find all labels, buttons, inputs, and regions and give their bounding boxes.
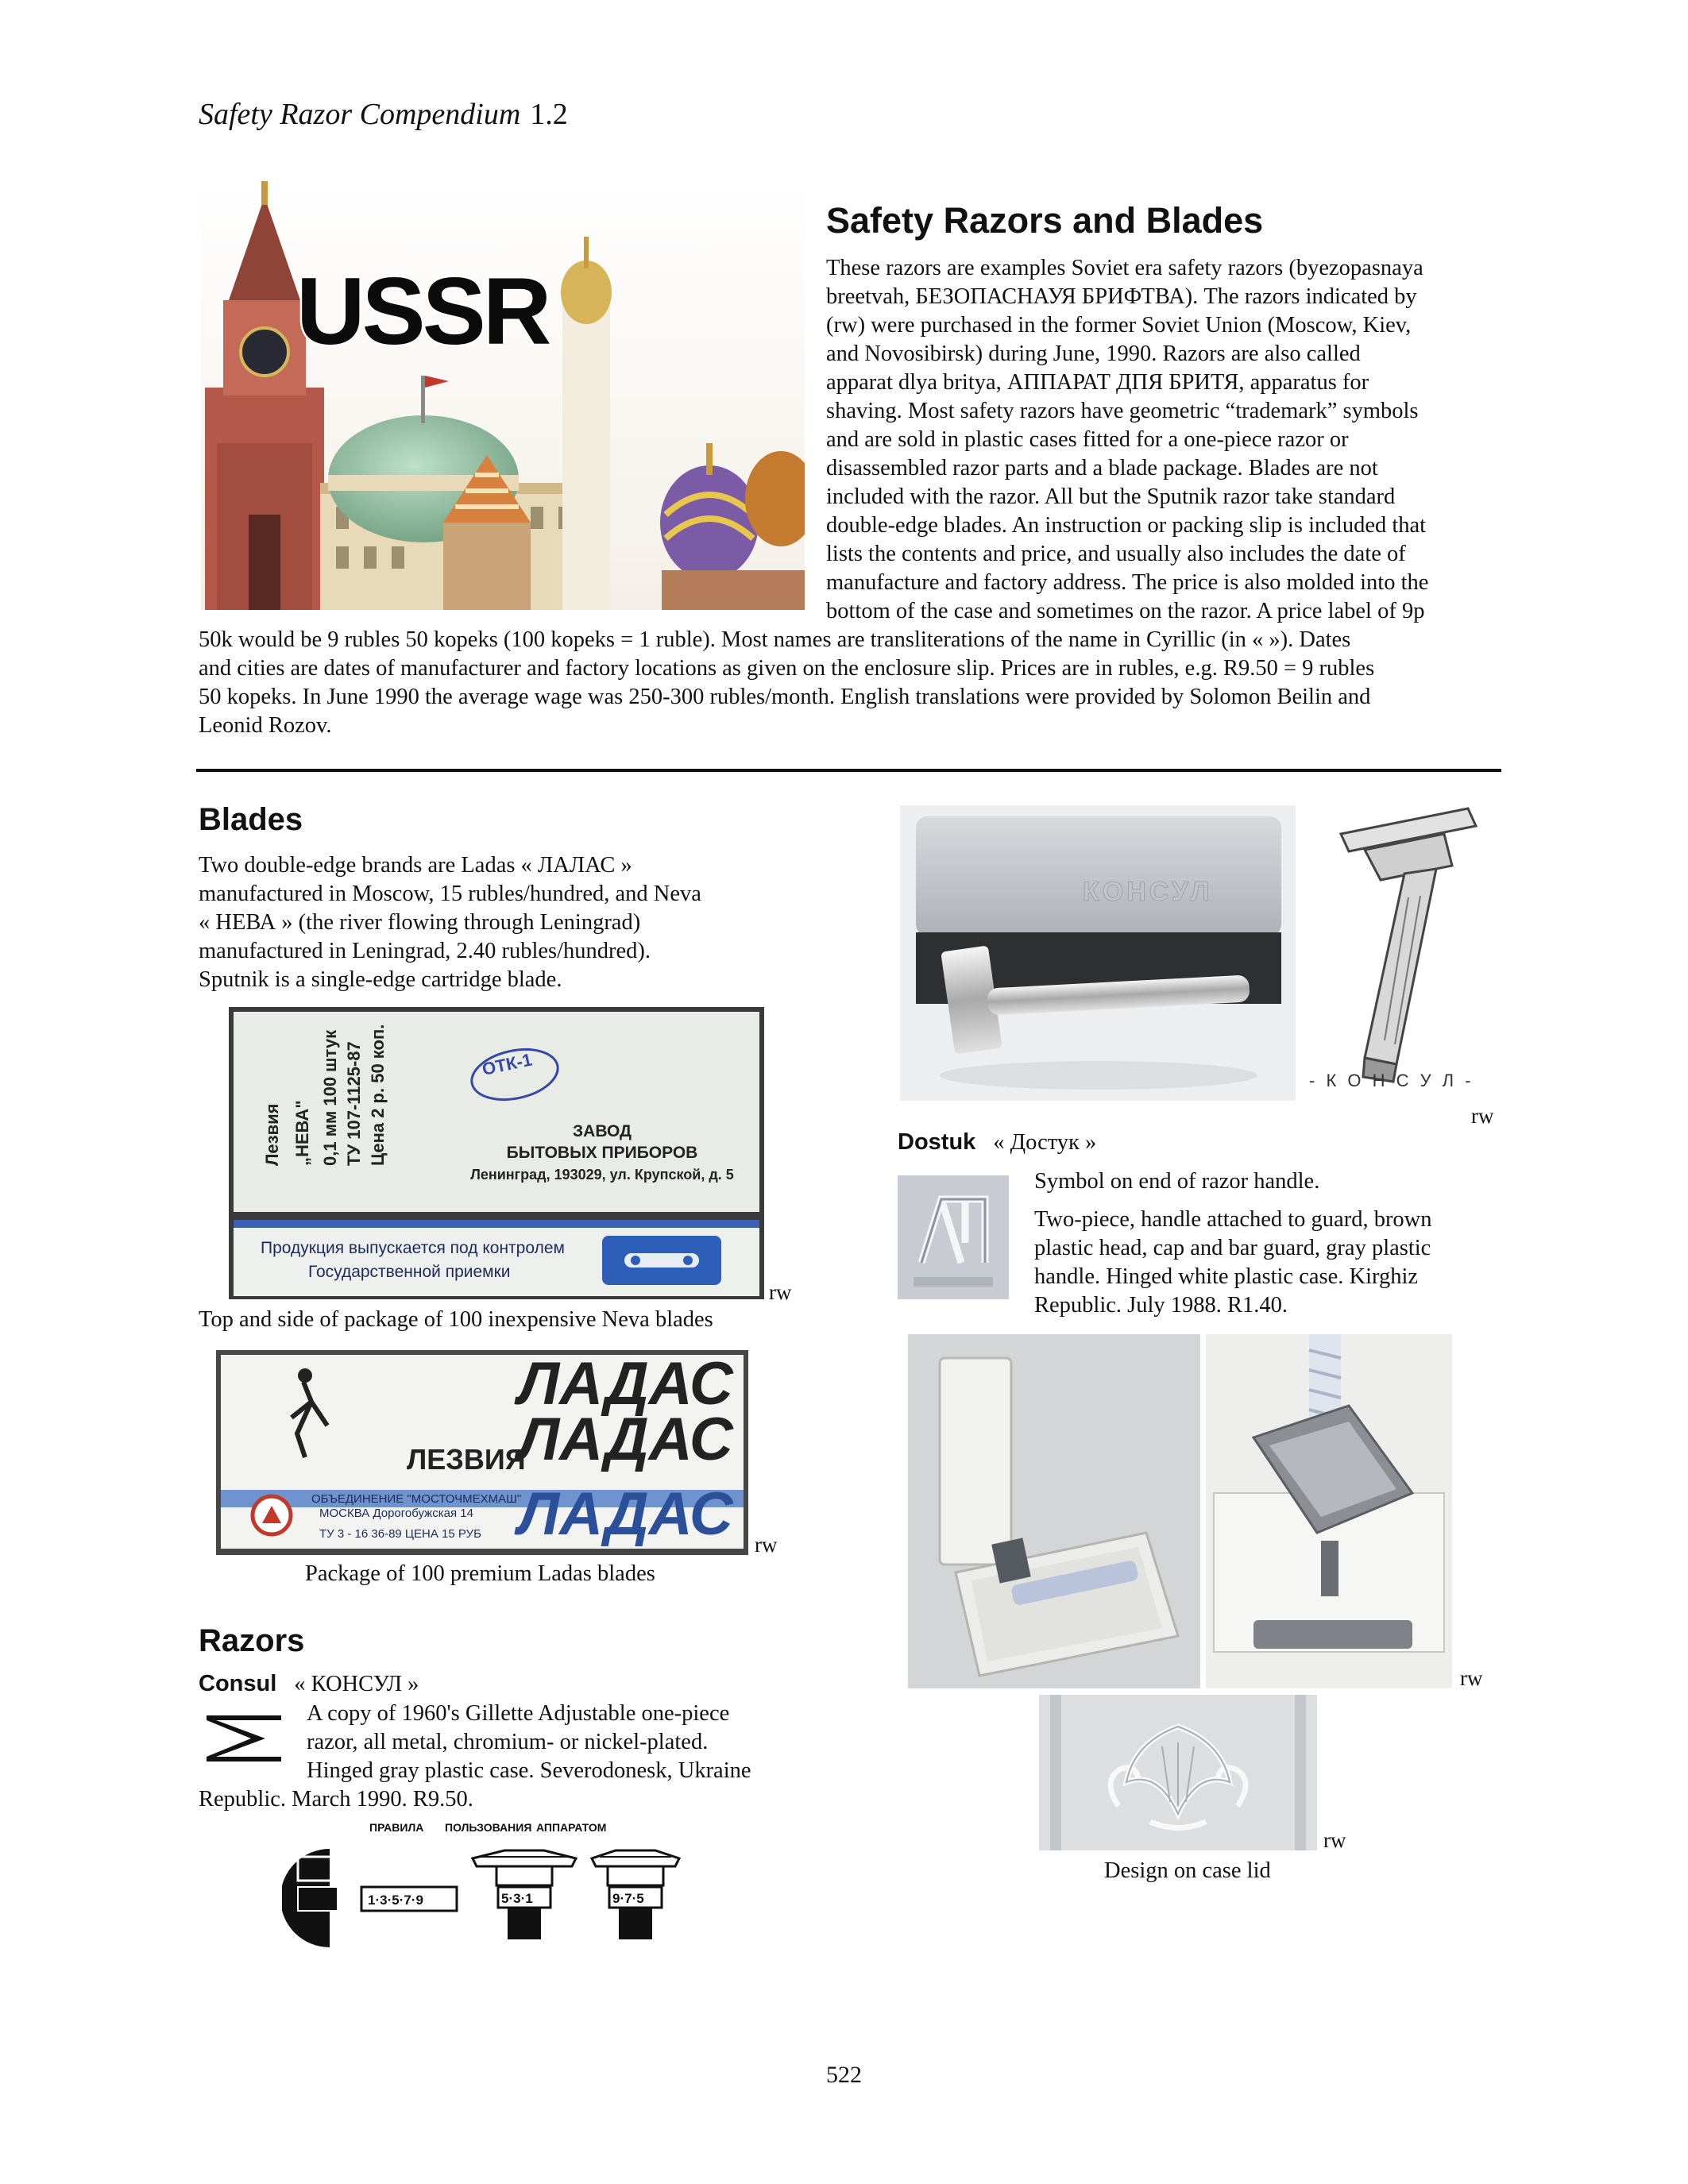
dostuk-symbol-photo — [898, 1175, 1009, 1299]
rw-mark: rw — [1460, 1666, 1483, 1690]
blades-line: manufactured in Leningrad, 2.40 rubles/hundred). — [199, 939, 651, 963]
intro-line: disassembled razor parts and a blade package. Blades are not — [826, 456, 1378, 480]
ladas-caption: Package of 100 premium Ladas blades — [305, 1561, 655, 1586]
ladas-spec: ТУ 3 - 16 36-89 ЦЕНА 15 РУБ — [319, 1527, 481, 1541]
dostuk-subheading — [898, 1129, 1096, 1156]
consul-instruction-diagram — [282, 1819, 695, 1954]
blades-line: « НЕВА » (the river flowing through Leningrad) — [199, 910, 641, 935]
ladas-brand: ЛАДАС — [518, 1406, 733, 1473]
consul-case-label: КОНСУЛ — [1083, 877, 1213, 907]
ladas-maker-line: ОБЪЕДИНЕНИЕ "МОСТОЧМЕХМАШ" — [311, 1492, 522, 1506]
consul-line: Republic. March 1990. R9.50. — [199, 1787, 473, 1812]
neva-stamp: ОТК-1 — [480, 1049, 535, 1080]
intro-line: breetvah, БЕЗОПАСНАУЯ БРИФТВА). The razors indicated by — [826, 284, 1417, 309]
neva-factory-line: Ленинград, 193029, ул. Крупской, д. 5 — [470, 1167, 734, 1183]
blades-line: Two double-edge brands are Ladas « ЛАЛАС » — [199, 853, 632, 878]
dostuk-cyrillic: « Достук » — [993, 1130, 1097, 1155]
intro-line: and are sold in plastic cases fitted for a one-piece razor or — [826, 427, 1349, 452]
dostuk-line: Two-piece, handle attached to guard, brown — [1034, 1207, 1432, 1232]
consul-razor-case-photo — [900, 805, 1296, 1101]
dial-scale-a: 1·3·5·7·9 — [368, 1893, 423, 1908]
rw-mark: rw — [1323, 1828, 1346, 1852]
dostuk-razor-parts-photo — [1206, 1334, 1452, 1688]
instr-header: ПРАВИЛА — [369, 1821, 424, 1834]
rw-mark: rw — [1471, 1104, 1494, 1128]
consul-cyrillic: « КОНСУЛ » — [294, 1672, 419, 1696]
dostuk-lid-caption: Design on case lid — [1104, 1858, 1271, 1883]
intro-line: apparat dlya britya, АППАРАТ ДПЯ БРИТЯ, apparatus for — [826, 370, 1369, 395]
consul-subheading — [199, 1671, 419, 1697]
consul-name: Consul — [199, 1671, 277, 1696]
section-divider — [196, 769, 1501, 772]
consul-line: razor, all metal, chromium- or nickel-plated. — [307, 1730, 709, 1754]
dostuk-line: plastic head, cap and bar guard, gray plastic — [1034, 1236, 1431, 1260]
intro-line: Leonid Rozov. — [199, 713, 332, 738]
dial-scale-c: 9·7·5 — [612, 1891, 644, 1906]
ussr-kremlin-illustration — [201, 181, 805, 610]
instr-header: АППАРАТОМ — [536, 1821, 607, 1834]
neva-caption: Top and side of package of 100 inexpensive Neva blades — [199, 1307, 713, 1332]
dostuk-line: Republic. July 1988. R1.40. — [1034, 1293, 1288, 1318]
intro-line: 50k would be 9 rubles 50 kopeks (100 kopeks = 1 ruble). Most names are transliterations of the name in Cyrillic (in « »). Dates — [199, 627, 1351, 652]
ladas-word: ЛЕЗВИЯ — [407, 1443, 526, 1476]
intro-line: and Novosibirsk) during June, 1990. Razors are also called — [826, 341, 1361, 366]
intro-line: and cities are dates of manufacturer and factory locations as given on the enclosure slip. Prices are in rubles, e.g. R9.50 = 9 rubles — [199, 656, 1375, 681]
rw-mark: rw — [755, 1533, 778, 1557]
intro-line: manufacture and factory address. The price is also molded into the — [826, 570, 1429, 595]
running-head — [199, 97, 568, 132]
intro-paragraph-top — [826, 254, 1497, 626]
neva-vertical-text: 0,1 мм 100 штук — [320, 1029, 340, 1166]
neva-factory-line: БЫТОВЫХ ПРИБОРОВ — [506, 1144, 698, 1162]
intro-line: bottom of the case and sometimes on the razor. A price label of 9p — [826, 599, 1425, 623]
consul-line: A copy of 1960's Gillette Adjustable one-piece — [307, 1701, 730, 1726]
neva-side-line: Государственной приемки — [308, 1263, 511, 1281]
ladas-blade-package-photo — [216, 1350, 748, 1555]
blades-heading: Blades — [199, 802, 303, 837]
consul-razor-drawing — [1309, 802, 1501, 1096]
neva-side-line: Продукция выпускается под контролем — [261, 1239, 565, 1257]
razors-heading: Razors — [199, 1623, 305, 1658]
page-title: Safety Razors and Blades — [826, 200, 1264, 241]
ussr-logo-text: USSR — [296, 258, 549, 365]
consul-line: Hinged gray plastic case. Severodonesk, Ukraine — [307, 1758, 751, 1783]
blades-line: Sputnik is a single-edge cartridge blade. — [199, 967, 562, 992]
rw-mark: rw — [769, 1280, 792, 1304]
neva-vertical-text: „НЕВА" — [292, 1100, 312, 1166]
running-title: Safety Razor Compendium — [199, 98, 521, 131]
neva-vertical-text: Цена 2 р. 50 коп. — [368, 1024, 388, 1166]
page-number: 522 — [826, 2062, 862, 2088]
consul-description — [199, 1700, 818, 1814]
blades-line: manufactured in Moscow, 15 rubles/hundred, and Neva — [199, 882, 701, 906]
ladas-maker-line: МОСКВА Дорогобужская 14 — [319, 1507, 473, 1520]
intro-line: included with the razor. All but the Sputnik razor take standard — [826, 484, 1396, 509]
neva-factory-line: ЗАВОД — [573, 1122, 632, 1140]
ladas-brand: ЛАДАС — [518, 1350, 733, 1418]
intro-line: 50 kopeks. In June 1990 the average wage was 250-300 rubles/month. English translations were provided by Solomon Beilin and — [199, 685, 1371, 709]
dostuk-lid-design-photo — [1039, 1695, 1317, 1850]
neva-vertical-text: Лезвия — [262, 1103, 282, 1166]
intro-line: double-edge blades. An instruction or packing slip is included that — [826, 513, 1427, 538]
dostuk-description — [1034, 1206, 1511, 1320]
intro-line: shaving. Most safety razors have geometric “trademark” symbols — [826, 399, 1419, 423]
consul-drawing-label: - К О Н С У Л - — [1309, 1071, 1474, 1090]
neva-blade-package-photo — [229, 1007, 764, 1299]
instr-header: ПОЛЬЗОВАНИЯ — [445, 1821, 532, 1834]
intro-line: lists the contents and price, and usually also includes the date of — [826, 542, 1406, 566]
ladas-brand: ЛАДАС — [518, 1480, 733, 1548]
intro-line: (rw) were purchased in the former Soviet Union (Moscow, Kiev, — [826, 313, 1412, 338]
blades-description — [199, 851, 802, 994]
dostuk-open-case-photo — [908, 1334, 1200, 1688]
dostuk-line: handle. Hinged white plastic case. Kirghiz — [1034, 1264, 1419, 1289]
dostuk-symbol-caption: Symbol on end of razor handle. — [1034, 1169, 1320, 1194]
version-number: 1.2 — [530, 98, 568, 131]
dial-scale-b: 5·3·1 — [501, 1891, 533, 1906]
dostuk-name: Dostuk — [898, 1129, 976, 1155]
neva-vertical-text: ТУ 107-1125-87 — [344, 1041, 364, 1166]
intro-line: These razors are examples Soviet era safety razors (byezopasnaya — [826, 256, 1423, 280]
intro-paragraph-bottom — [199, 626, 1497, 740]
